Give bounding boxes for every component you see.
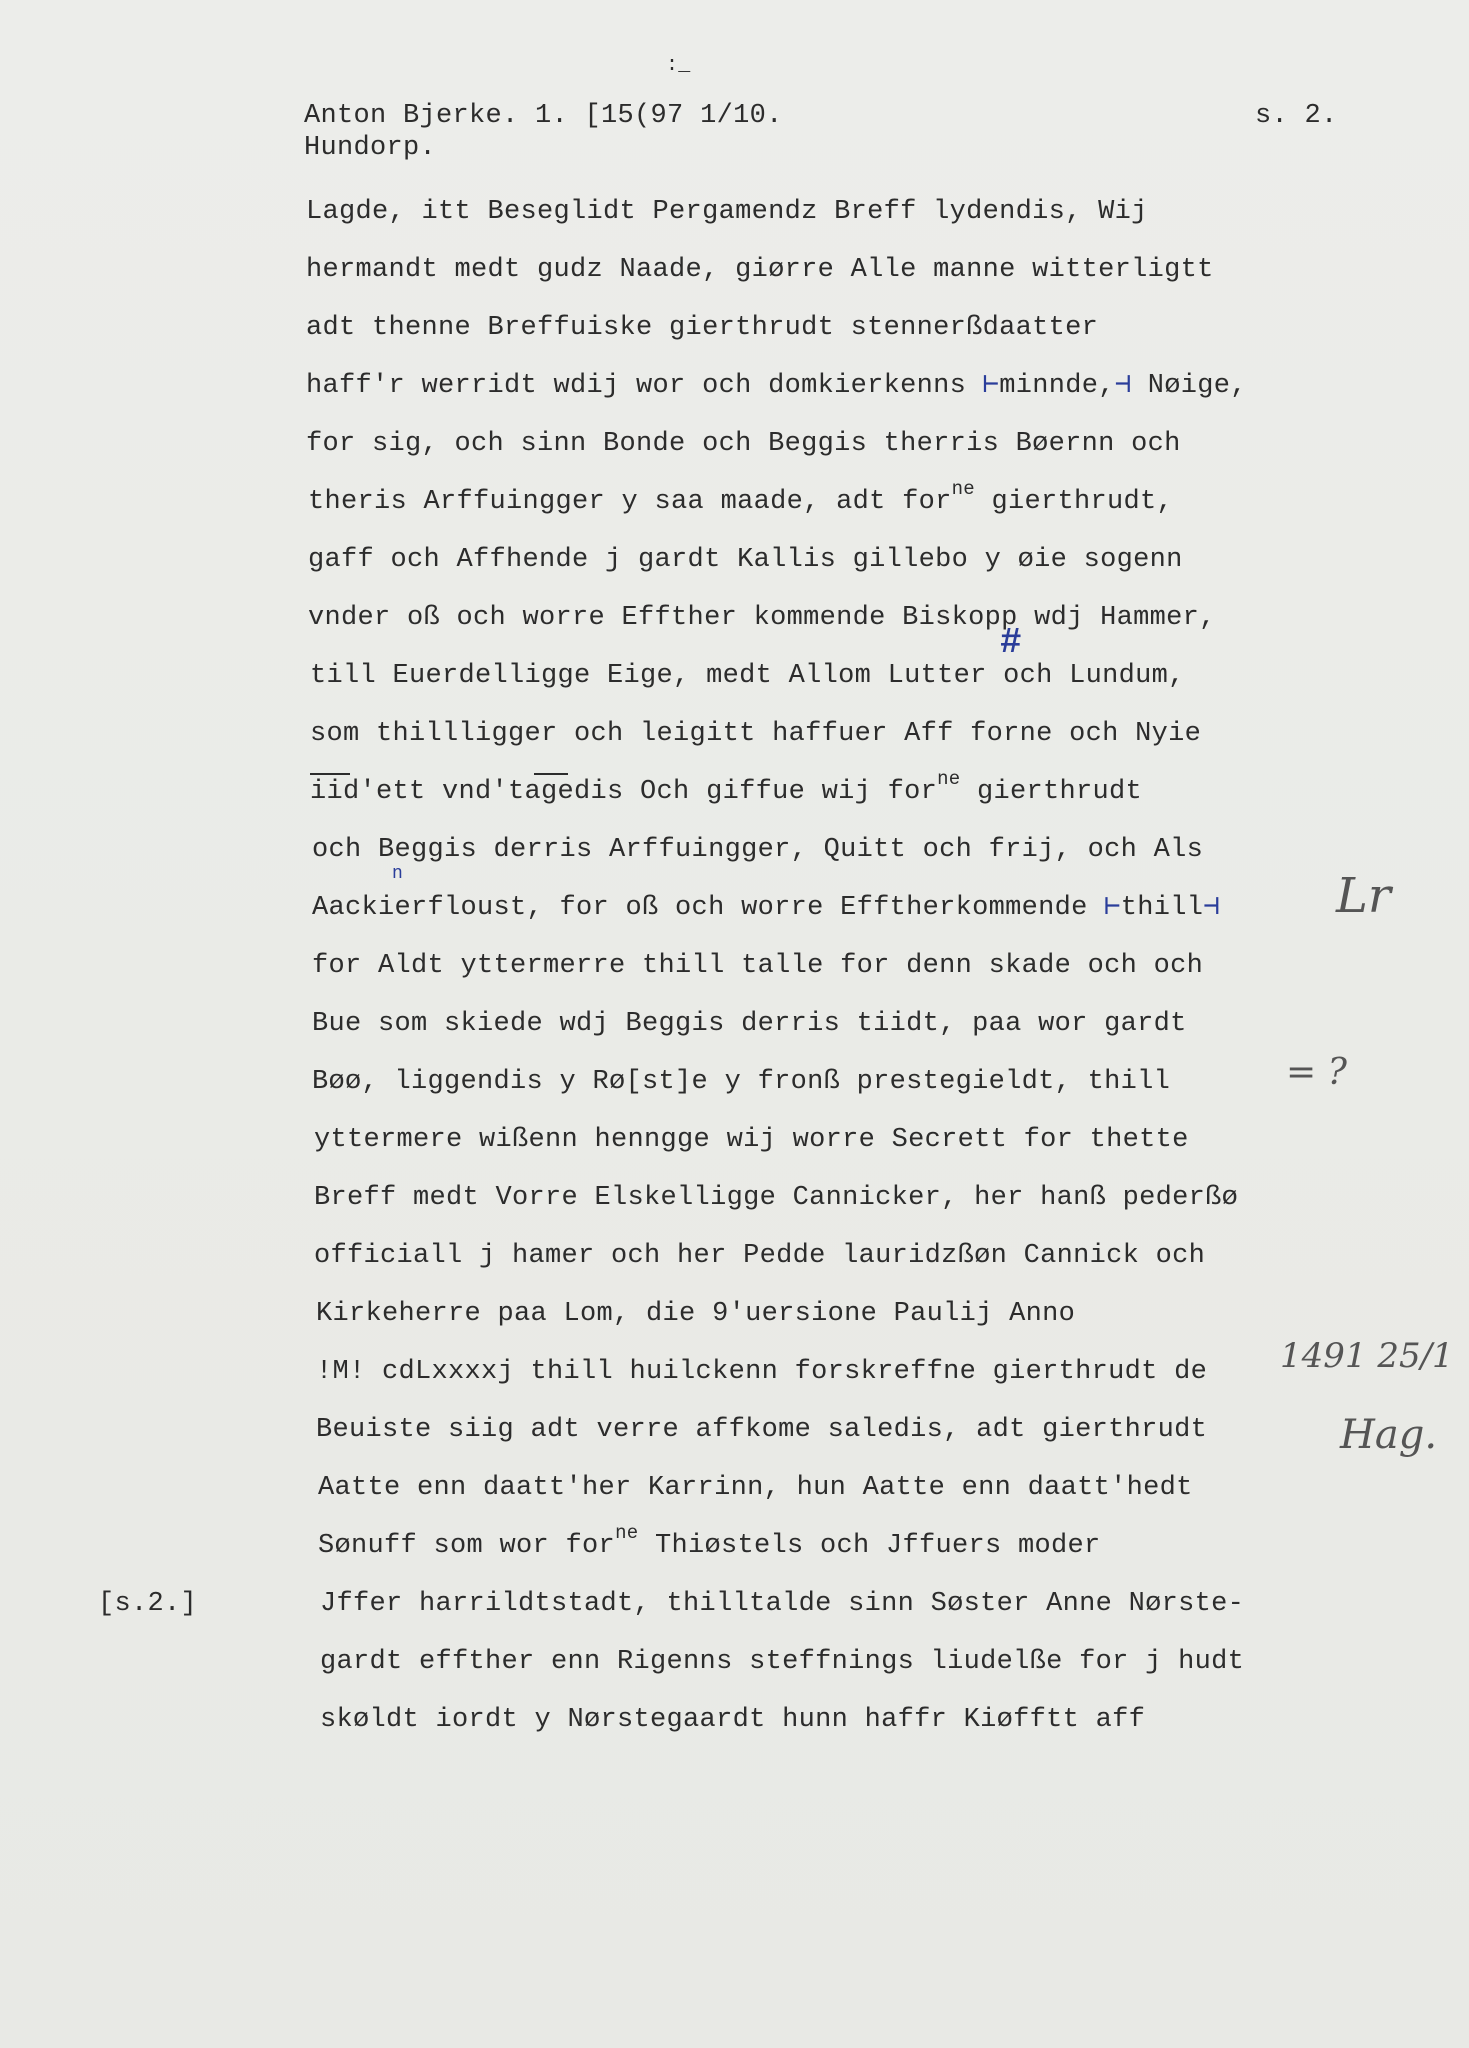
superscript: ne bbox=[615, 1522, 639, 1544]
body-line-8: vnder oß och worre Effther kommende Biskopp wdj Hammer, bbox=[308, 603, 1216, 633]
body-line-17: yttermere wißenn henngge wij worre Secrett for thette bbox=[314, 1125, 1189, 1155]
overline-mark bbox=[534, 773, 568, 775]
body-line-4-text: haff'r werridt wdij wor och domkierkenns bbox=[306, 371, 967, 401]
marginal-note-equals: = ? bbox=[1286, 1052, 1347, 1093]
body-line-25: Jffer harrildtstadt, thilltalde sinn Søster Anne Nørste- bbox=[320, 1589, 1245, 1619]
body-line-13 bbox=[312, 892, 1220, 924]
bracket-mark: ⊣ bbox=[1114, 371, 1132, 401]
body-line-11-text: iid'ett vnd'tagedis Och giffue wij for bbox=[310, 777, 938, 807]
page-label: s. 2. bbox=[1255, 101, 1338, 131]
bracket-mark: ⊢ bbox=[982, 371, 1000, 401]
body-line-26: gardt effther enn Rigenns steffnings liudelße for j hudt bbox=[320, 1647, 1245, 1677]
body-line-12: och Beggis derris Arffuingger, Quitt och frij, och Als bbox=[312, 835, 1204, 865]
header-tick-mark: :_ bbox=[666, 54, 691, 77]
body-line-27: skøldt iordt y Nørstegaardt hunn haffr Kiøfftt aff bbox=[320, 1705, 1146, 1735]
bracket-mark: ⊣ bbox=[1203, 893, 1220, 923]
body-line-24-text: Sønuff som wor for bbox=[318, 1531, 616, 1561]
body-line-4-end: Nøige, bbox=[1147, 371, 1247, 401]
body-line-3: adt thenne Breffuiske gierthrudt stennerßdaatter bbox=[306, 313, 1099, 343]
superscript: ne bbox=[937, 768, 961, 790]
body-line-15: Bue som skiede wdj Beggis derris tiidt, paa wor gardt bbox=[312, 1009, 1187, 1039]
marginal-note-hag: Hag. bbox=[1340, 1412, 1438, 1458]
body-line-6-end: gierthrudt, bbox=[991, 487, 1174, 517]
hash-mark: # bbox=[1000, 622, 1022, 663]
body-line-22: Beuiste siig adt verre affkome saledis, adt gierthrudt bbox=[316, 1415, 1208, 1445]
body-line-9: till Euerdelligge Eige, medt Allom Lutter och Lundum, bbox=[310, 661, 1185, 691]
body-line-21: !M! cdLxxxxj thill huilckenn forskreffne gierthrudt de bbox=[316, 1357, 1208, 1387]
body-line-11 bbox=[310, 768, 1143, 809]
margin-reference: [s.2.] bbox=[98, 1589, 198, 1619]
body-line-1: Lagde, itt Beseglidt Pergamendz Breff lydendis, Wij bbox=[306, 197, 1148, 227]
body-line-20: Kirkeherre paa Lom, die 9'uersione Paulij Anno bbox=[316, 1299, 1076, 1329]
marginal-date-note: 1491 25/1 bbox=[1280, 1336, 1454, 1376]
body-line-23: Aatte enn daatt'her Karrinn, hun Aatte enn daatt'hedt bbox=[318, 1473, 1193, 1503]
body-line-2: hermandt medt gudz Naade, giørre Alle manne witterligtt bbox=[306, 255, 1214, 285]
body-line-6 bbox=[308, 478, 1174, 519]
body-line-14: for Aldt yttermerre thill talle for denn skade och och bbox=[312, 951, 1204, 981]
body-line-10: som thillligger och leigitt haffuer Aff forne och Nyie bbox=[310, 719, 1202, 749]
superscript: ne bbox=[951, 478, 976, 500]
body-line-6-text: theris Arffuingger y saa maade, adt for bbox=[308, 487, 952, 517]
body-line-4 bbox=[306, 370, 1247, 402]
body-line-19: officiall j hamer och her Pedde lauridzßøn Cannick och bbox=[314, 1241, 1206, 1271]
body-line-13-text: Aackierfloust, for oß och worre Efftherkommende bbox=[312, 893, 1088, 923]
body-line-16: Bøø, liggendis y Rø[st]e y fronß prestegieldt, thill bbox=[312, 1067, 1171, 1097]
body-line-18: Breff medt Vorre Elskelligge Cannicker, her hanß pederßø bbox=[314, 1183, 1239, 1213]
insertion-mark: n bbox=[392, 864, 403, 884]
header-title-line: Anton Bjerke. 1. [15(97 1/10. bbox=[304, 101, 783, 131]
body-line-7: gaff och Affhende j gardt Kallis gillebo y øie sogenn bbox=[308, 545, 1183, 575]
bracket-mark: ⊢ bbox=[1104, 893, 1121, 923]
body-line-24 bbox=[318, 1522, 1101, 1563]
body-line-4-minnde: minnde, bbox=[999, 371, 1115, 401]
body-line-24-end: Thiøstels och Jffuers moder bbox=[654, 1531, 1101, 1561]
marginal-note-lr: Lr bbox=[1336, 868, 1391, 924]
overline-mark bbox=[310, 773, 350, 775]
body-line-5: for sig, och sinn Bonde och Beggis therris Bøernn och bbox=[306, 429, 1181, 459]
body-line-13-thill: thill bbox=[1120, 893, 1204, 923]
header-place: Hundorp. bbox=[304, 133, 437, 163]
body-line-11-end: gierthrudt bbox=[977, 777, 1143, 807]
